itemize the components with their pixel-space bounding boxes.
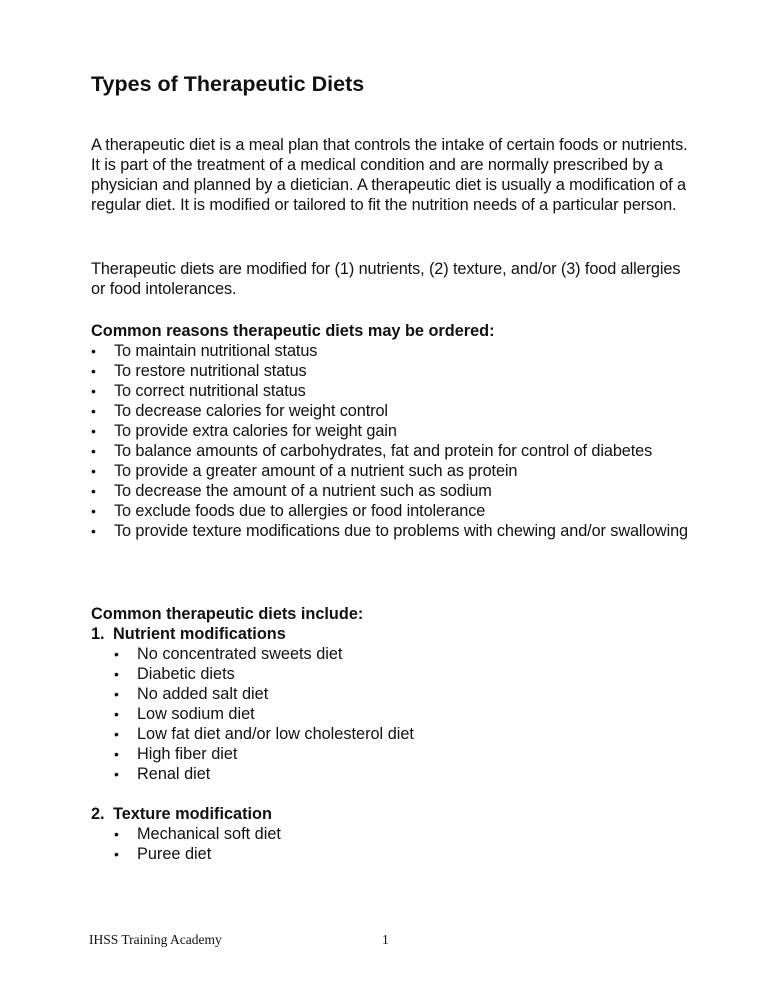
list-item [91, 461, 691, 481]
list-item-text: Puree diet [137, 845, 212, 863]
reasons-list [91, 341, 691, 541]
bullet-icon: • [114, 746, 119, 762]
section-title-text: Nutrient modifications [113, 625, 286, 643]
bullet-icon: • [114, 846, 119, 862]
list-item [91, 824, 281, 844]
list-item-text: High fiber diet [137, 745, 238, 763]
list-item [91, 501, 691, 521]
list-item [91, 664, 414, 684]
bullet-icon: • [91, 523, 96, 539]
list-item-text: To restore nutritional status [114, 362, 307, 380]
bullet-icon: • [114, 666, 119, 682]
list-item [91, 764, 414, 784]
list-item-text: Diabetic diets [137, 665, 235, 683]
modification-paragraph: Therapeutic diets are modified for (1) nutrients, (2) texture, and/or (3) food allergies or food intolerances. [91, 260, 681, 298]
footer-organization: IHSS Training Academy [89, 932, 222, 947]
section-title [91, 804, 281, 824]
intro-paragraph: A therapeutic diet is a meal plan that controls the intake of certain foods or nutrients. It is part of the treatment of a medical condition and are normally prescribed by a physician and planned by a dietician. A therapeutic diet is usually a modification of a regular diet. It is modified or tailored to fit the nutrition needs of a particular person. [91, 136, 688, 214]
list-item [91, 644, 414, 664]
bullet-icon: • [114, 826, 119, 842]
section-number: 2. [91, 805, 105, 823]
list-item-text: No concentrated sweets diet [137, 645, 343, 663]
list-item [91, 724, 414, 744]
list-item [91, 704, 414, 724]
list-item-text: To correct nutritional status [114, 382, 306, 400]
list-item-text: To provide a greater amount of a nutrient such as protein [114, 462, 518, 480]
bullet-icon: • [114, 766, 119, 782]
list-item [91, 401, 691, 421]
list-item [91, 481, 691, 501]
bullet-icon: • [91, 423, 96, 439]
list-item [91, 521, 691, 541]
list-item [91, 421, 691, 441]
bullet-icon: • [91, 443, 96, 459]
list-item [91, 684, 414, 704]
list-item-text: To provide texture modifications due to problems with chewing and/or swallowing [114, 522, 689, 540]
list-item [91, 361, 691, 381]
bullet-icon: • [91, 343, 96, 359]
list-item-text: To balance amounts of carbohydrates, fat and protein for control of diabetes [114, 442, 653, 460]
list-item-text: To decrease the amount of a nutrient such as sodium [114, 482, 492, 500]
bullet-icon: • [114, 686, 119, 702]
list-item-text: Low fat diet and/or low cholesterol diet [137, 725, 414, 743]
bullet-icon: • [91, 383, 96, 399]
list-item-text: Mechanical soft diet [137, 825, 281, 843]
bullet-icon: • [91, 503, 96, 519]
list-item-text: To decrease calories for weight control [114, 402, 388, 420]
list-item [91, 381, 691, 401]
nutrient-modifications-section [91, 624, 414, 784]
list-item [91, 441, 691, 461]
bullet-icon: • [91, 463, 96, 479]
reasons-heading: Common reasons therapeutic diets may be ordered: [91, 322, 495, 340]
texture-modification-section [91, 804, 281, 864]
page-number: 1 [382, 932, 389, 947]
bullet-icon: • [114, 646, 119, 662]
bullet-icon: • [91, 483, 96, 499]
list-item [91, 744, 414, 764]
page-title: Types of Therapeutic Diets [91, 72, 365, 96]
bullet-icon: • [91, 403, 96, 419]
list-item-text: Renal diet [137, 765, 211, 783]
section-title [91, 624, 414, 644]
bullet-icon: • [114, 726, 119, 742]
list-item-text: To maintain nutritional status [114, 342, 318, 360]
list-item [91, 844, 281, 864]
list-item-text: To provide extra calories for weight gain [114, 422, 397, 440]
nutrient-diets-list [91, 644, 414, 784]
diets-heading: Common therapeutic diets include: [91, 605, 364, 623]
texture-diets-list [91, 824, 281, 864]
section-title-text: Texture modification [113, 805, 272, 823]
section-number: 1. [91, 625, 105, 643]
list-item-text: Low sodium diet [137, 705, 255, 723]
list-item-text: No added salt diet [137, 685, 269, 703]
bullet-icon: • [114, 706, 119, 722]
bullet-icon: • [91, 363, 96, 379]
list-item [91, 341, 691, 361]
list-item-text: To exclude foods due to allergies or food intolerance [114, 502, 486, 520]
